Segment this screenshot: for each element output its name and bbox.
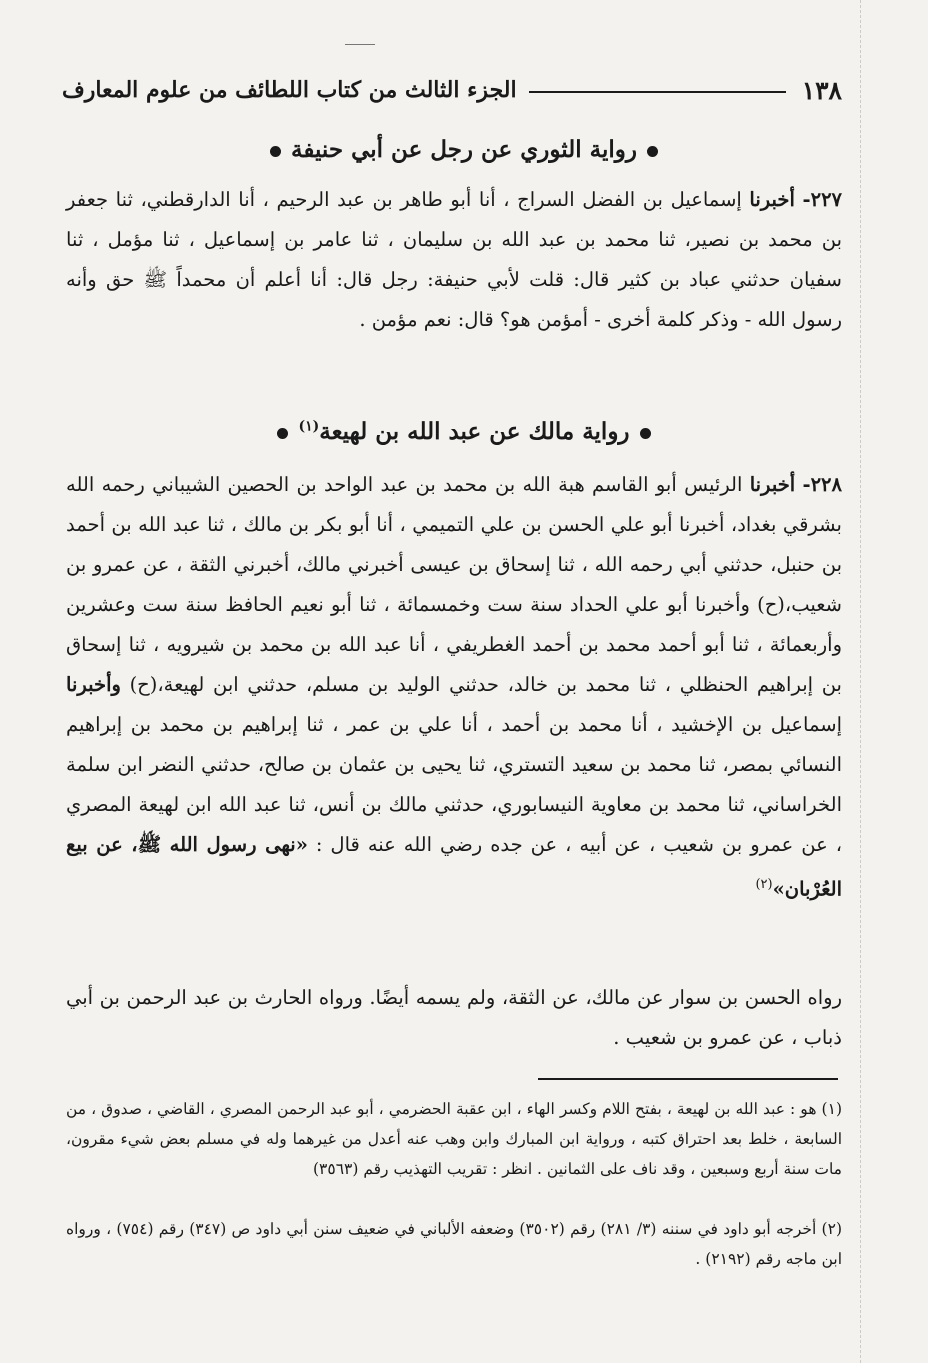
top-crop-mark <box>345 44 375 45</box>
paragraph-lead: أخبرنا <box>749 188 795 211</box>
paragraph-228 <box>66 465 842 910</box>
hadith-number: ٢٢٨- <box>802 473 842 496</box>
footnote-marker: (٢) <box>755 877 773 892</box>
running-title: الجزء الثالث من كتاب اللطائف من علوم المعارف <box>62 77 517 103</box>
footnote-1 <box>66 1094 842 1184</box>
paragraph-bold-word: وأخبرنا <box>66 673 121 696</box>
section-heading-malik <box>60 418 868 445</box>
bullet-icon <box>647 146 658 157</box>
header-rule <box>529 91 786 93</box>
paragraph-text: إسماعيل بن الفضل السراج ، أنا أبو طاهر بن عبد الرحيم ، أنا الدارقطني، ثنا جعفر بن محمد بن نصير، ثنا محمد بن عبد الله بن سليمان ، ثنا عامر بن إسماعيل ، ثنا مؤمل ، ثنا سفيان حدثني عباد بن كثير قال: قلت لأبي حنيفة: رجل قال: أنا أعلم أن محمداً ﷺ حق وأنه رسول الله - وذكر كلمة أخرى - أمؤمن هو؟ قال: نعم مؤمن . <box>66 188 842 331</box>
bullet-icon <box>270 146 281 157</box>
hadith-text: «نهى رسول الله ﷺ، عن بيع العُرْبان» <box>66 833 842 901</box>
page-number: ١٣٨ <box>801 75 842 105</box>
paragraph-commentary <box>66 978 842 1058</box>
section-heading-text: رواية الثوري عن رجل عن أبي حنيفة <box>291 136 637 163</box>
paragraph-lead: أخبرنا <box>749 473 796 496</box>
bullet-icon <box>277 428 288 439</box>
paragraph-text: الرئيس أبو القاسم هبة الله بن محمد بن عبد الواحد بن الحصين الشيباني رحمه الله بشرقي بغداد، أخبرنا أبو علي الحسن بن علي التميمي ، أنا أبو بكر بن مالك ، ثنا عبد الله بن أحمد بن حنبل، حدثني أبي رحمه الله ، ثنا إسحاق بن عيسى أخبرني مالك، أخبرني الثقة ، عن عمرو بن شعيب،(ح) وأخبرنا أبو علي الحداد سنة ست وخمسمائة ، ثنا أبو نعيم الحافظ سنة ست وعشرين وأربعمائة ، ثنا أبو أحمد محمد بن أحمد الغطريفي ، أنا عبد الله بن محمد بن شيرويه ، ثنا إسحاق بن إبراهيم الحنظلي ، ثنا محمد بن خالد، حدثني الوليد بن مسلم، حدثني ابن لهيعة،(ح) <box>66 473 842 696</box>
footnote-text: هو : عبد الله بن لهيعة ، بفتح اللام وكسر الهاء ، ابن عقبة الحضرمي ، أبو عبد الرحمن المصري ، القاضي ، صدوق ، من السابعة ، خلط بعد احتراق كتبه ، ورواية ابن المبارك وابن وهب عنه أعدل من غيرهما وله في مسلم بعض شيء مقرون، مات سنة أربع وسبعين ، وقد ناف على الثمانين . انظر : تقريب التهذيب رقم (٣٥٦٣) <box>66 1100 842 1178</box>
paragraph-text: إسماعيل بن الإخشيد ، أنا محمد بن أحمد ، أنا علي بن عمر ، ثنا إبراهيم بن محمد بن إبراهيم النسائي بمصر، ثنا محمد بن سعيد التستري، ثنا يحيى بن عثمان بن صالح، حدثني النضر ابن سلمة الخراساني، ثنا محمد بن معاوية النيسابوري، حدثني مالك بن أنس، ثنا عبد الله ابن لهيعة المصري ، عن عمرو بن شعيب ، عن أبيه ، عن جده رضي الله عنه قال : <box>66 713 842 856</box>
paragraph-text: رواه الحسن بن سوار عن مالك، عن الثقة، ولم يسمه أيضًا. ورواه الحارث بن عبد الرحمن بن أبي ذباب ، عن عمرو بن شعيب . <box>66 986 842 1049</box>
footnote-2 <box>66 1214 842 1274</box>
section-heading-thawri <box>60 136 868 163</box>
section-heading-text: رواية مالك عن عبد الله بن لهيعة <box>319 418 630 445</box>
footnote-marker: (٢) <box>821 1220 842 1238</box>
paragraph-227 <box>66 180 842 340</box>
bullet-icon <box>640 428 651 439</box>
footnote-text: أخرجه أبو داود في سننه (٣/ ٢٨١) رقم (٣٥٠٢) وضعفه الألباني في ضعيف سنن أبي داود ص (٣٤٧) رقم (٧٥٤) ، ورواه ابن ماجه رقم (٢١٩٢) . <box>66 1220 842 1268</box>
footnote-rule <box>538 1078 838 1080</box>
margin-guide-line <box>860 0 861 1363</box>
footnote-marker: (١) <box>821 1100 842 1118</box>
page-header <box>62 70 842 110</box>
footnote-marker: (١) <box>298 418 320 435</box>
hadith-number: ٢٢٧- <box>802 188 843 211</box>
